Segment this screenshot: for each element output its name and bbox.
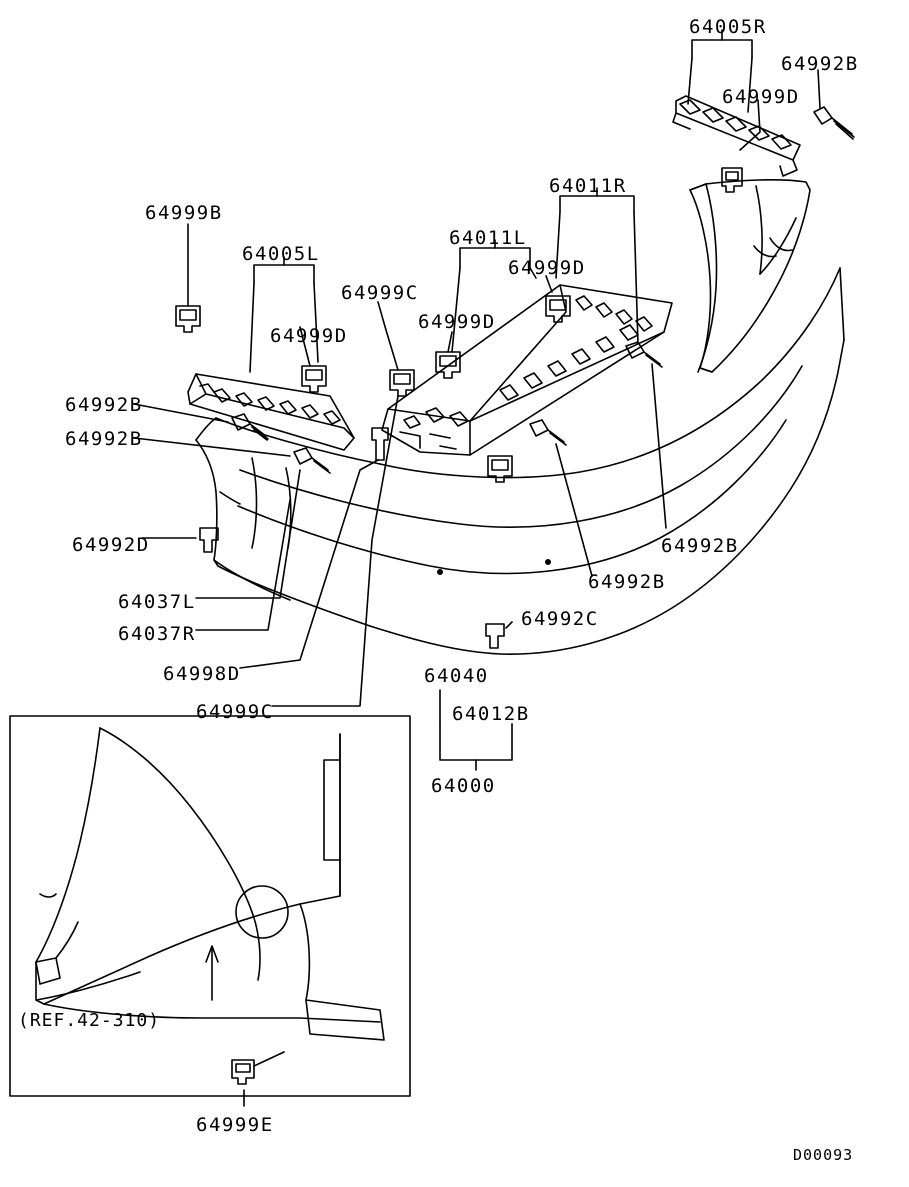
label-64992B-mid: 64992B xyxy=(588,571,666,593)
label-64992D: 64992D xyxy=(72,534,150,556)
label-64999C-lower: 64999C xyxy=(196,701,274,723)
label-64000: 64000 xyxy=(431,775,496,797)
label-64992B-right: 64992B xyxy=(661,535,739,557)
label-64999B: 64999B xyxy=(145,202,223,224)
label-64999C-upper: 64999C xyxy=(341,282,419,304)
label-64999D-top-right: 64999D xyxy=(722,86,800,108)
label-64999D-right: 64999D xyxy=(508,257,586,279)
label-64037R: 64037R xyxy=(118,623,196,645)
label-64992C: 64992C xyxy=(521,608,599,630)
label-64011L: 64011L xyxy=(449,227,527,249)
label-64037L: 64037L xyxy=(118,591,196,613)
label-64992B-top-right: 64992B xyxy=(781,53,859,75)
inset-reference-label: (REF.42-310) xyxy=(18,1010,161,1031)
label-64012B: 64012B xyxy=(452,703,530,725)
label-64999D-mid: 64999D xyxy=(418,311,496,333)
label-64999E: 64999E xyxy=(196,1114,274,1136)
label-64998D: 64998D xyxy=(163,663,241,685)
label-64040: 64040 xyxy=(424,665,489,687)
label-64005L: 64005L xyxy=(242,243,320,265)
label-64005R: 64005R xyxy=(689,16,767,38)
label-64992B-left-upper: 64992B xyxy=(65,394,143,416)
label-64999D-left: 64999D xyxy=(270,325,348,347)
drawing-code: D00093 xyxy=(793,1146,854,1164)
label-64011R: 64011R xyxy=(549,175,627,197)
label-64992B-left-lower: 64992B xyxy=(65,428,143,450)
